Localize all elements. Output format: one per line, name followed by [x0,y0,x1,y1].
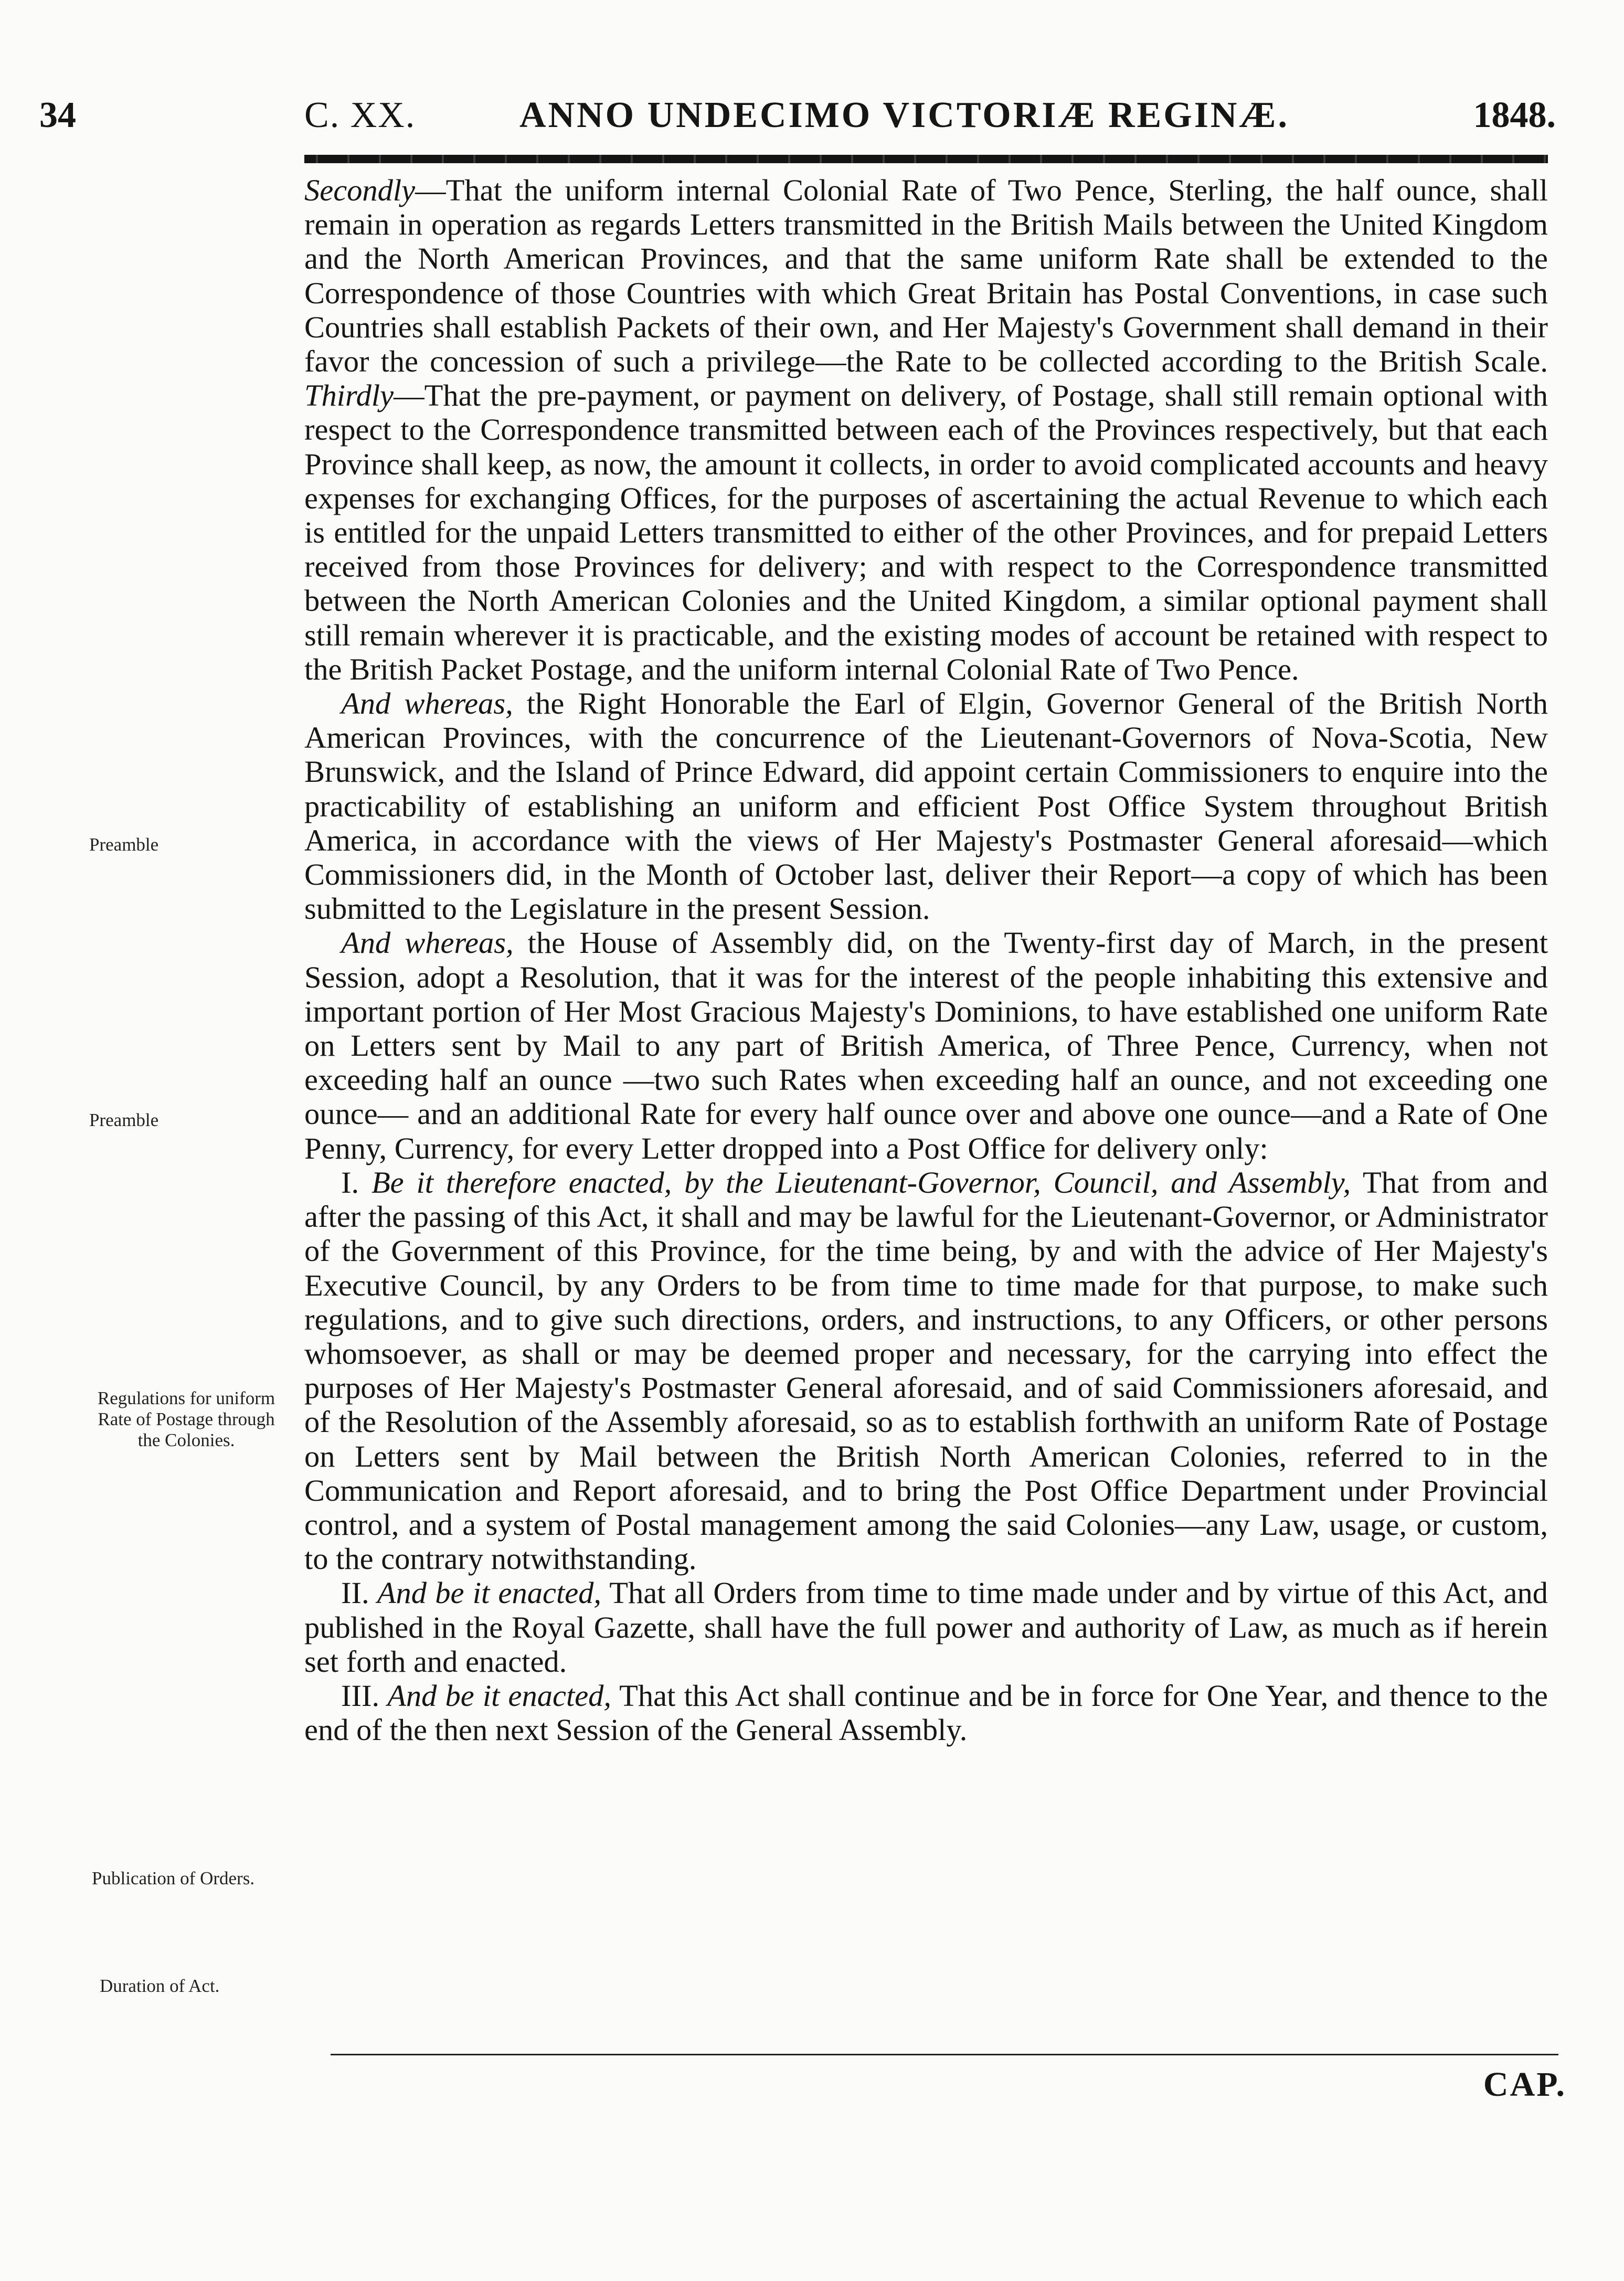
lead-and-whereas: And whereas, [341,686,513,721]
margin-note-preamble: Preamble [89,1110,159,1130]
page-number: 34 [39,95,76,135]
footer-rule [331,2054,1558,2055]
section-number: I. [341,1165,359,1200]
paragraph-whereas-earl [304,686,1548,926]
section-2 [304,1576,1548,1679]
enacting-clause: And be it enacted, [379,1678,612,1713]
paragraph-text: —That the pre-payment, or payment on delivery, of Postage, shall still remain optional with respect to the Correspondence transmitted between each of the Provinces respectively, but that each Province shall keep, as now, the amount it collects, in order to avoid complicated accounts and heavy expenses for exchanging Offices, for the purposes of ascertaining the actual Revenue to which each is entitled for the unpaid Letters transmitted to either of the other Provinces, and for prepaid Letters received from those Provinces for delivery; and with respect to the Correspondence transmitted between the North American Colonies and the United Kingdom, a similar optional payment shall still remain wherever it is practicable, and the existing modes of account be retained with respect to the British Packet Postage, and the uniform internal Colonial Rate of Two Pence. [304,378,1548,686]
running-title: ANNO UNDECIMO VICTORIÆ REGINÆ. [519,95,1289,135]
margin-note-publication: Publication of Orders. [92,1868,255,1889]
paragraph-text: the Right Honorable the Earl of Elgin, Governor General of the British North American Provinces, with the concurrence of the Lieutenant-Governors of Nova-Scotia, New Brunswick, and the Island of Prince Edward, did appoint certain Commissioners to enquire into the practicability of establishing an uniform and efficient Post Office System throughout British America, in accordance with the views of Her Majesty's Postmaster General aforesaid—which Commissioners did, in the Month of October last, deliver their Report—a copy of which has been submitted to the Legislature in the present Session. [304,686,1548,926]
paragraph-text: —That the uniform internal Colonial Rate of Two Pence, Sterling, the half ounce, shall remain in operation as regards Letters transmitted in the British Mails between the United Kingdom and the North American Provinces, and that the same uniform Rate shall be extended to the Correspondence of those Countries with which Great Britain has Postal Conventions, in case such Countries shall establish Packets of their own, and Her Majesty's Government shall demand in their favor the concession of such a privilege—the Rate to be collected according to the British Scale. [304,173,1548,379]
catchword: CAP. [1483,2065,1566,2104]
paragraph-secondly-thirdly [304,173,1548,686]
running-year: 1848. [1473,95,1556,135]
margin-note-duration: Duration of Act. [100,1976,220,1996]
lead-secondly: Secondly [304,173,416,207]
paragraph-text: That from and after the passing of this Act, it shall and may be lawful for the Lieutenant-Governor, or Administrator of the Government of this Province, for the time being, by and with the advice of Her Majesty's Executive Council, by any Orders to be from time to time made for that purpose, to make such regulations, and to give such directions, orders, and instructions, to any Officers, or other persons whomsoever, as shall or may be deemed proper and necessary, for the carrying into effect the purposes of Her Majesty's Postmaster General aforesaid, and of said Commissioners aforesaid, and of the Resolution of the Assembly aforesaid, so as to establish forthwith an uniform Rate of Postage on Letters sent by Mail between the British North American Colonies, referred to in the Communication and Report aforesaid, and to bring the Post Office Department under Provincial control, and a system of Postal management among the said Colonies—any Law, usage, or custom, to the contrary notwithstanding. [304,1165,1548,1576]
margin-note-preamble: Preamble [89,834,159,855]
margin-note-regulations: Regulations for uniform Rate of Postage through the Colonies. [97,1388,275,1450]
paragraph-text: That this Act shall continue and be in force for One Year, and thence to the end of the then next Session of the General Assembly. [304,1678,1548,1747]
paragraph-whereas-assembly [304,926,1548,1165]
section-3 [304,1679,1548,1747]
lead-thirdly: Thirdly [304,378,394,413]
lead-and-whereas: And whereas, [341,926,514,960]
running-head [39,84,1556,147]
chapter-number: C. XX. [304,95,416,135]
enacting-clause: And be it enacted, [369,1576,602,1610]
section-number: II. [341,1576,369,1610]
enacting-clause: Be it therefore enacted, by the Lieutenant-Governor, Council, and Assembly, [359,1165,1351,1200]
paragraph-text: That all Orders from time to time made under and by virtue of this Act, and published in the Royal Gazette, shall have the full power and authority of Law, as much as if herein set forth and enacted. [304,1576,1548,1679]
section-1 [304,1165,1548,1576]
paragraph-text: the House of Assembly did, on the Twenty-first day of March, in the present Session, adopt a Resolution, that it was for the interest of the people inhabiting this extensive and important portion of Her Most Gracious Majesty's Dominions, to have established one uniform Rate on Letters sent by Mail to any part of British America, of Three Pence, Currency, when not exceeding half an ounce —two such Rates when exceeding half an ounce, and not exceeding one ounce— and an additional Rate for every half ounce over and above one ounce—and a Rate of One Penny, Currency, for every Letter dropped into a Post Office for delivery only: [304,926,1548,1165]
section-number: III. [341,1678,380,1713]
header-rule [304,155,1548,163]
body-text [304,173,1548,1747]
